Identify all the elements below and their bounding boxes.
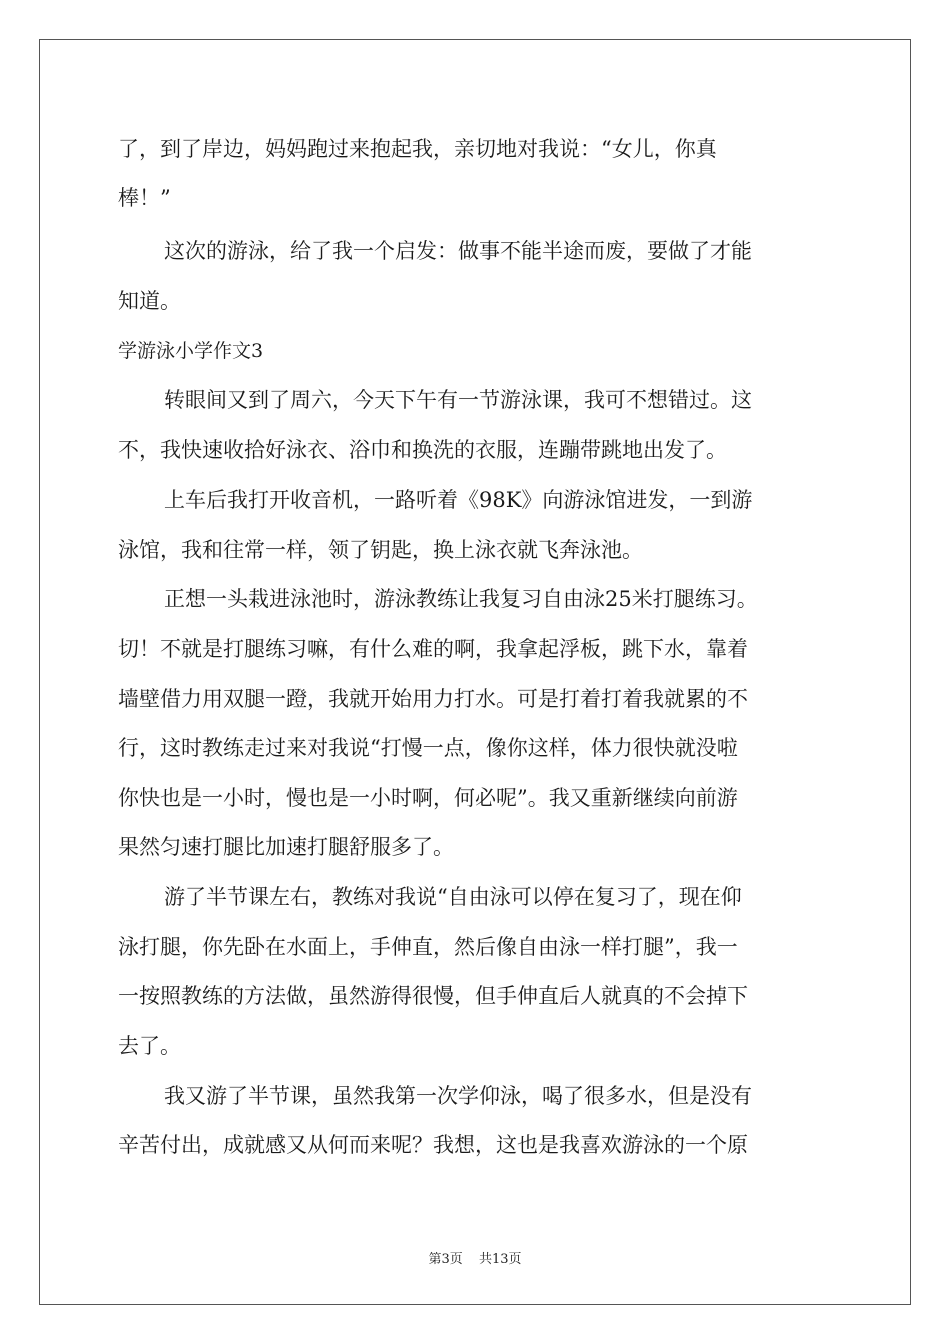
text-line: 果然匀速打腿比加速打腿舒服多了。 [118, 835, 454, 859]
text-line: 游了半节课左右，教练对我说“自由泳可以停在复习了，现在仰 [164, 885, 742, 909]
page-border [39, 39, 911, 1305]
text-line: 行，这时教练走过来对我说“打慢一点，像你这样，体力很快就没啦 [118, 736, 738, 760]
text-line: 知道。 [118, 289, 181, 313]
text-line: 切！不就是打腿练习嘛，有什么难的啊，我拿起浮板，跳下水，靠着 [118, 637, 748, 661]
page-footer [0, 1248, 950, 1267]
text-line: 棒！” [118, 186, 171, 210]
text-line: 辛苦付出，成就感又从何而来呢？我想，这也是我喜欢游泳的一个原 [118, 1133, 748, 1157]
page-number: 第3页 [428, 1252, 463, 1267]
text-line: 了，到了岸边，妈妈跑过来抱起我，亲切地对我说：“女儿，你真 [118, 137, 717, 161]
text-line: 去了。 [118, 1034, 181, 1058]
text-line: 这次的游泳，给了我一个启发：做事不能半途而废，要做了才能 [164, 239, 752, 263]
text-line: 转眼间又到了周六，今天下午有一节游泳课，我可不想错过。这 [164, 388, 752, 412]
text-line: 你快也是一小时，慢也是一小时啊，何必呢”。我又重新继续向前游 [118, 786, 738, 810]
page-total: 共13页 [478, 1252, 522, 1267]
text-line: 上车后我打开收音机，一路听着《98K》向游泳馆进发，一到游 [164, 488, 753, 512]
text-line: 泳馆，我和往常一样，领了钥匙，换上泳衣就飞奔泳池。 [118, 538, 643, 562]
text-line: 不，我快速收拾好泳衣、浴巾和换洗的衣服，连蹦带跳地出发了。 [118, 438, 727, 462]
text-line: 墙壁借力用双腿一蹬，我就开始用力打水。可是打着打着我就累的不 [118, 687, 748, 711]
section-heading: 学游泳小学作文3 [118, 340, 264, 362]
text-line: 正想一头栽进泳池时，游泳教练让我复习自由泳25米打腿练习。 [164, 587, 758, 611]
text-line: 泳打腿，你先卧在水面上，手伸直，然后像自由泳一样打腿”，我一 [118, 935, 738, 959]
text-line: 我又游了半节课，虽然我第一次学仰泳，喝了很多水，但是没有 [164, 1084, 752, 1108]
text-line: 一按照教练的方法做，虽然游得很慢，但手伸直后人就真的不会掉下 [118, 984, 748, 1008]
